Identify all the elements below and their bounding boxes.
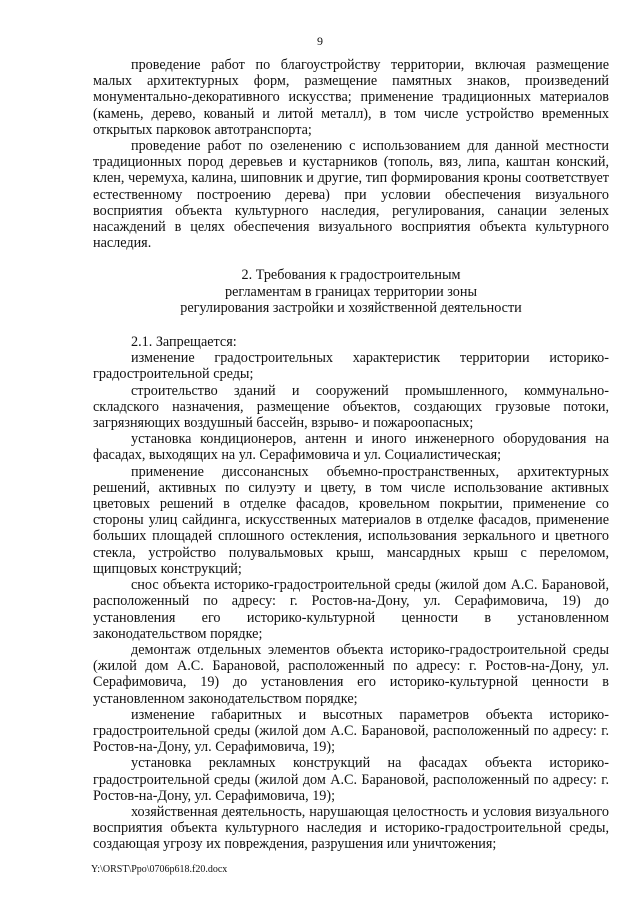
- paragraph: изменение градостроительных характеристик территории историко-градостроительной среды;: [93, 350, 609, 383]
- paragraph: демонтаж отдельных элементов объекта историко-градостроительной среды (жилой дом А.С. Барановой, расположенный по адресу: г. Ростов-на-Дону, ул. Серафимовича, 19) до установления его историко-культурной ценности в установленном законодательством порядке;: [93, 641, 609, 707]
- paragraph: применение диссонансных объемно-пространственных, архитектурных решений, активных по силуэту и цвету, в том числе использование активных цветовых решений в отделке фасадов, кровельном покрытии, применение со стороны улиц сайдинга, искусственных материалов в отделке фасадов, применение больших площадей сплошного остекления, использования зеркального и цветного стекла, устройство полувальмовых крыш, мансардных крыш с переломом, щипцовых конструкций;: [93, 463, 609, 577]
- paragraph: снос объекта историко-градостроительной среды (жилой дом А.С. Барановой, расположенный по адресу: г. Ростов-на-Дону, ул. Серафимовича, 19) до установления его историко-культурной ценности в установленном законодательством порядке;: [93, 577, 609, 642]
- paragraph: изменение габаритных и высотных параметров объекта историко-градостроительной среды (жилой дом А.С. Барановой, расположенный по адресу: г. Ростов-на-Дону, ул. Серафимовича, 19);: [93, 706, 609, 756]
- heading-line: регламентам в границах территории зоны: [224, 283, 478, 300]
- footer-file-path: Y:\ORST\Ppo\0706p618.f20.docx: [91, 864, 228, 875]
- heading-line: регулирования застройки и хозяйственной деятельности: [180, 299, 522, 316]
- paragraph: хозяйственная деятельность, нарушающая целостность и условия визуального восприятия объекта культурного наследия и историко-градостроительной среды, создающая угрозу их повреждения, разрушения или уничтожения;: [93, 803, 609, 853]
- paragraph: установка кондиционеров, антенн и иного инженерного оборудования на фасадах, выходящих на ул. Серафимовича и ул. Социалистическая;: [93, 431, 609, 464]
- heading-line: 2. Требования к градостроительным: [241, 267, 461, 284]
- section-heading: [93, 267, 609, 316]
- document-body: [93, 57, 609, 853]
- paragraph: проведение работ по благоустройству территории, включая размещение малых архитектурных форм, размещение памятных знаков, произведений монументально-декоративного искусства; применение традиционных материалов (камень, дерево, кованый и литой металл), в том числе устройство временных открытых парковок автотранспорта;: [93, 57, 609, 138]
- paragraph: строительство зданий и сооружений промышленного, коммунально-складского назначения, размещение объектов, создающих грузовые потоки, загрязняющих воздушный бассейн, взрыво- и пожароопасных;: [93, 382, 609, 432]
- page-number: 9: [317, 34, 323, 48]
- paragraph: установка рекламных конструкций на фасадах объекта историко-градостроительной среды (жилой дом А.С. Барановой, расположенный по адресу: г. Ростов-на-Дону, ул. Серафимовича, 19);: [93, 755, 609, 804]
- clause-title: 2.1. Запрещается:: [131, 334, 237, 351]
- paragraph: проведение работ по озеленению с использованием для данной местности традиционных пород деревьев и кустарников (тополь, вяз, липа, каштан конский, клен, черемуха, калина, шиповник и другие, тип формирования кроны соответствует естественному построению дерева) при условии обеспечения визуального восприятия объекта культурного наследия, регулирования, санации зеленых насаждений в целях обеспечения визуального восприятия объекта культурного наследия.: [93, 138, 609, 252]
